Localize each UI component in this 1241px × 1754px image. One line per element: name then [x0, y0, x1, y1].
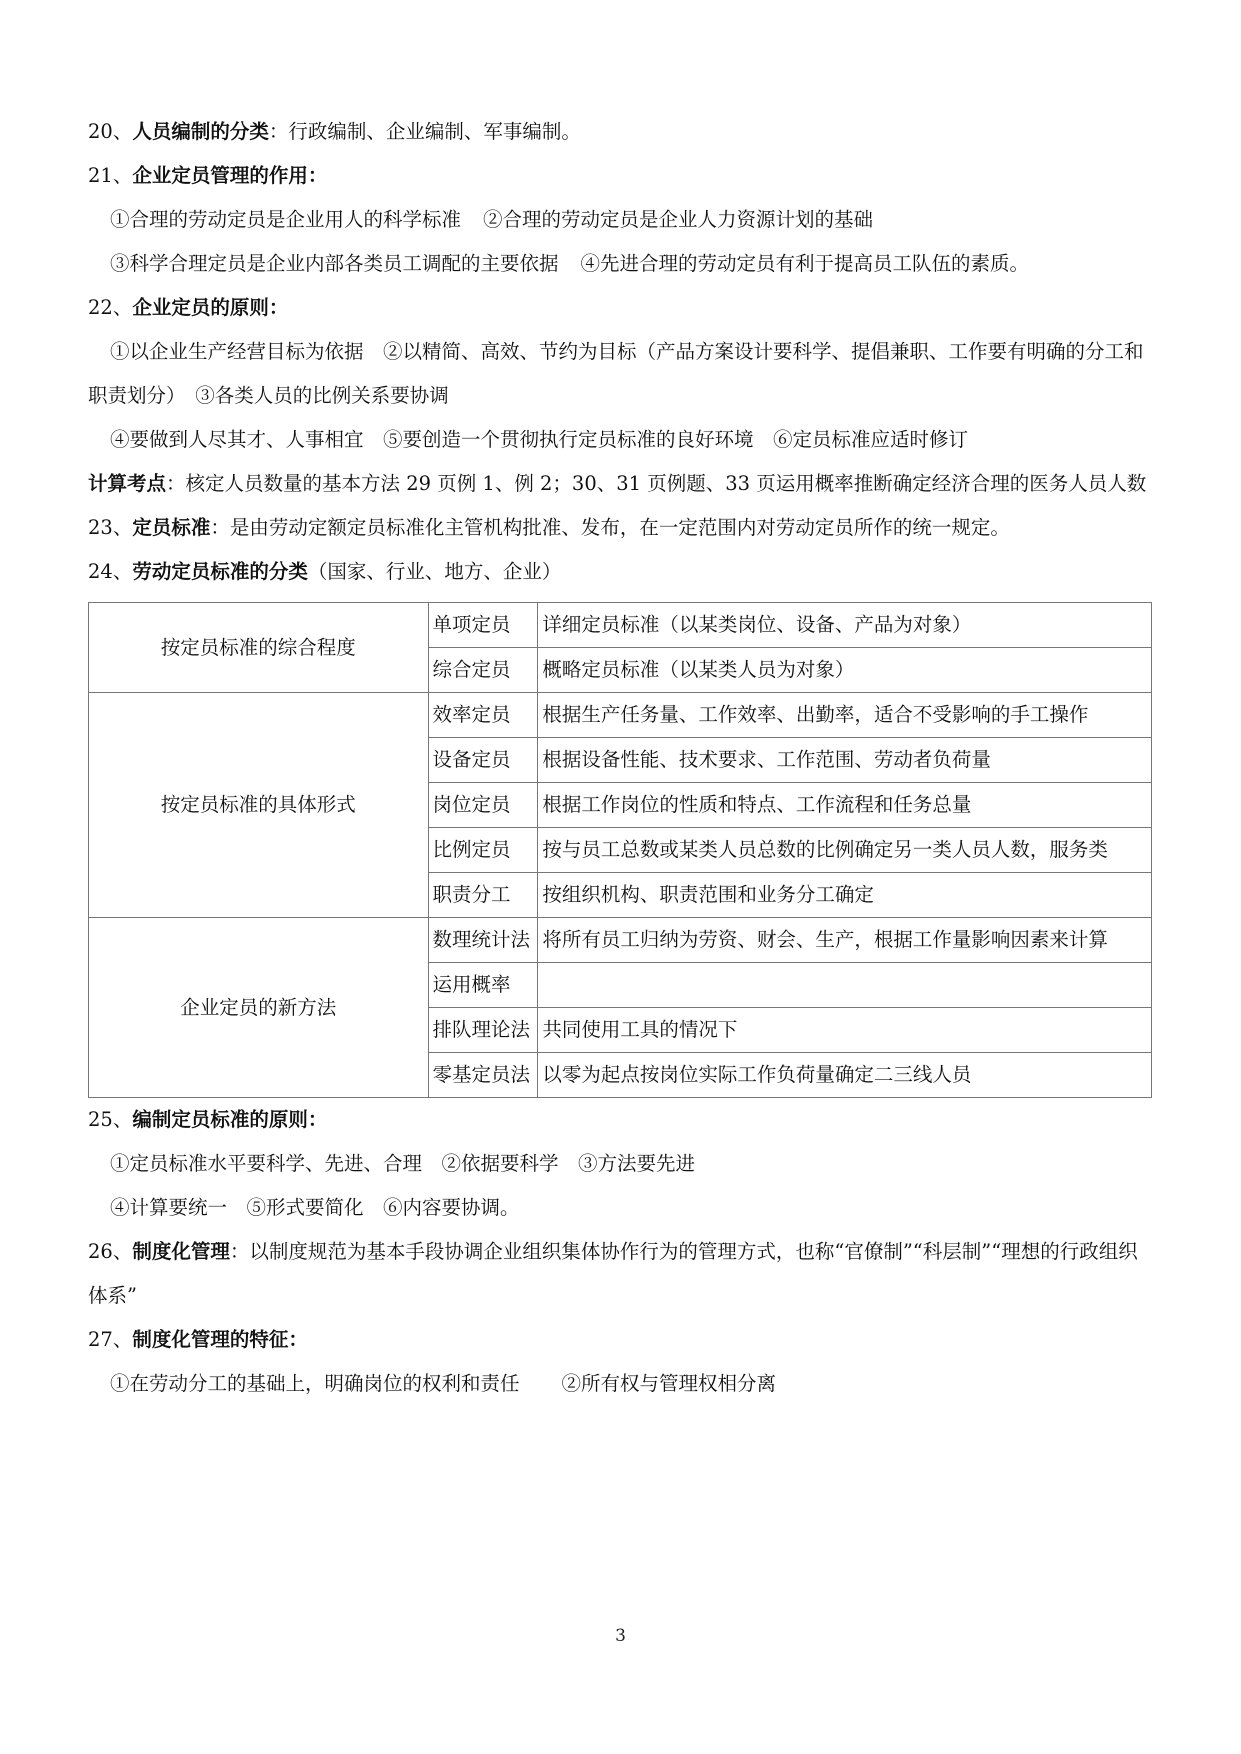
table-row	[89, 918, 1152, 963]
section-21-line-2	[88, 242, 1148, 286]
section-title: 劳动定员标准的分类	[132, 560, 308, 583]
category-cell: 按定员标准的具体形式	[89, 693, 429, 918]
description-cell: 根据生产任务量、工作效率、出勤率，适合不受影响的手工操作	[538, 693, 1152, 738]
staffing-standard-table	[88, 602, 1152, 1098]
section-title: 定员标准	[132, 516, 211, 539]
section-number: 25、	[88, 1108, 133, 1131]
calc-title: 计算考点	[88, 472, 167, 495]
type-cell: 单项定员	[428, 603, 538, 648]
type-cell: 综合定员	[428, 648, 538, 693]
section-24	[88, 550, 1148, 594]
description-cell	[538, 963, 1152, 1008]
section-26	[88, 1230, 1148, 1318]
type-cell: 比例定员	[428, 828, 538, 873]
calc-text: ：核定人员数量的基本方法 29 页例 1、例 2；30、31 页例题、33 页运用概率推断确定经济合理的医务人员人数	[166, 472, 1147, 495]
page-number: 3	[615, 1626, 626, 1646]
section-title: 编制定员标准的原则	[132, 1108, 308, 1131]
description-cell: 根据工作岗位的性质和特点、工作流程和任务总量	[538, 783, 1152, 828]
type-cell: 岗位定员	[428, 783, 538, 828]
section-colon: ：	[307, 1108, 328, 1131]
document-body	[88, 110, 1148, 1406]
description-cell: 按组织机构、职责范围和业务分工确定	[538, 873, 1152, 918]
section-number: 27、	[88, 1328, 133, 1351]
section-colon: ：	[268, 296, 289, 319]
section-text: ：行政编制、企业编制、军事编制。	[268, 120, 581, 143]
section-22	[88, 286, 1148, 330]
description-cell: 共同使用工具的情况下	[538, 1008, 1152, 1053]
calc-points	[88, 462, 1148, 506]
description-cell: 概略定员标准（以某类人员为对象）	[538, 648, 1152, 693]
point-text: ②合理的劳动定员是企业人力资源计划的基础	[483, 208, 874, 231]
point-text: ④先进合理的劳动定员有利于提高员工队伍的素质。	[580, 252, 1030, 275]
point-text: ③科学合理定员是企业内部各类员工调配的主要依据	[110, 252, 559, 275]
section-21-line-1	[88, 198, 1148, 242]
section-number: 24、	[88, 560, 133, 583]
section-number: 22、	[88, 296, 133, 319]
description-cell: 根据设备性能、技术要求、工作范围、劳动者负荷量	[538, 738, 1152, 783]
section-text: ：是由劳动定额定员标准化主管机构批准、发布，在一定范围内对劳动定员所作的统一规定。	[210, 516, 1010, 539]
section-title: 人员编制的分类	[132, 120, 269, 143]
type-cell: 效率定员	[428, 693, 538, 738]
table-row	[89, 603, 1152, 648]
section-21	[88, 154, 1148, 198]
category-cell: 企业定员的新方法	[89, 918, 429, 1098]
section-22-line-2: ④要做到人尽其才、人事相宜 ⑤要创造一个贯彻执行定员标准的良好环境 ⑥定员标准应适时修订	[110, 428, 969, 451]
point-text: ①合理的劳动定员是企业用人的科学标准	[110, 208, 462, 231]
section-number: 23、	[88, 516, 133, 539]
section-title: 企业定员管理的作用	[132, 164, 308, 187]
type-cell: 数理统计法	[428, 918, 538, 963]
type-cell: 运用概率	[428, 963, 538, 1008]
description-cell: 将所有员工归纳为劳资、财会、生产，根据工作量影响因素来计算	[538, 918, 1152, 963]
description-cell: 以零为起点按岗位实际工作负荷量确定二三线人员	[538, 1053, 1152, 1098]
section-25-line-1: ①定员标准水平要科学、先进、合理 ②依据要科学 ③方法要先进	[110, 1152, 696, 1175]
section-title: 制度化管理的特征	[132, 1328, 289, 1351]
type-cell: 职责分工	[428, 873, 538, 918]
type-cell: 设备定员	[428, 738, 538, 783]
section-25	[88, 1098, 1148, 1142]
section-25-line-2: ④计算要统一 ⑤形式要简化 ⑥内容要协调。	[110, 1196, 520, 1219]
section-number: 21、	[88, 164, 133, 187]
section-title: 制度化管理	[132, 1240, 230, 1263]
type-cell: 排队理论法	[428, 1008, 538, 1053]
section-number: 20、	[88, 120, 133, 143]
description-cell: 详细定员标准（以某类岗位、设备、产品为对象）	[538, 603, 1152, 648]
type-cell: 零基定员法	[428, 1053, 538, 1098]
section-colon: ：	[307, 164, 328, 187]
section-number: 26、	[88, 1240, 133, 1263]
category-cell: 按定员标准的综合程度	[89, 603, 429, 693]
section-text: （国家、行业、地方、企业）	[307, 560, 562, 583]
point-text: ②所有权与管理权相分离	[561, 1372, 777, 1395]
section-title: 企业定员的原则	[132, 296, 269, 319]
description-cell: 按与员工总数或某类人员总数的比例确定另一类人员人数，服务类	[538, 828, 1152, 873]
section-27	[88, 1318, 1148, 1362]
section-colon: ：	[288, 1328, 308, 1351]
section-20	[88, 110, 1148, 154]
section-23	[88, 506, 1148, 550]
section-27-line-1	[88, 1362, 1148, 1406]
section-text: ：以制度规范为基本手段协调企业组织集体协作行为的管理方式，也称“官僚制”“科层制”“理想的行政组织体系”	[88, 1240, 1138, 1307]
section-22-line-1: ①以企业生产经营目标为依据 ②以精简、高效、节约为目标（产品方案设计要科学、提倡兼职、工作要有明确的分工和职责划分） ③各类人员的比例关系要协调	[88, 340, 1144, 407]
table-row	[89, 693, 1152, 738]
point-text: ①在劳动分工的基础上，明确岗位的权利和责任	[110, 1372, 520, 1395]
